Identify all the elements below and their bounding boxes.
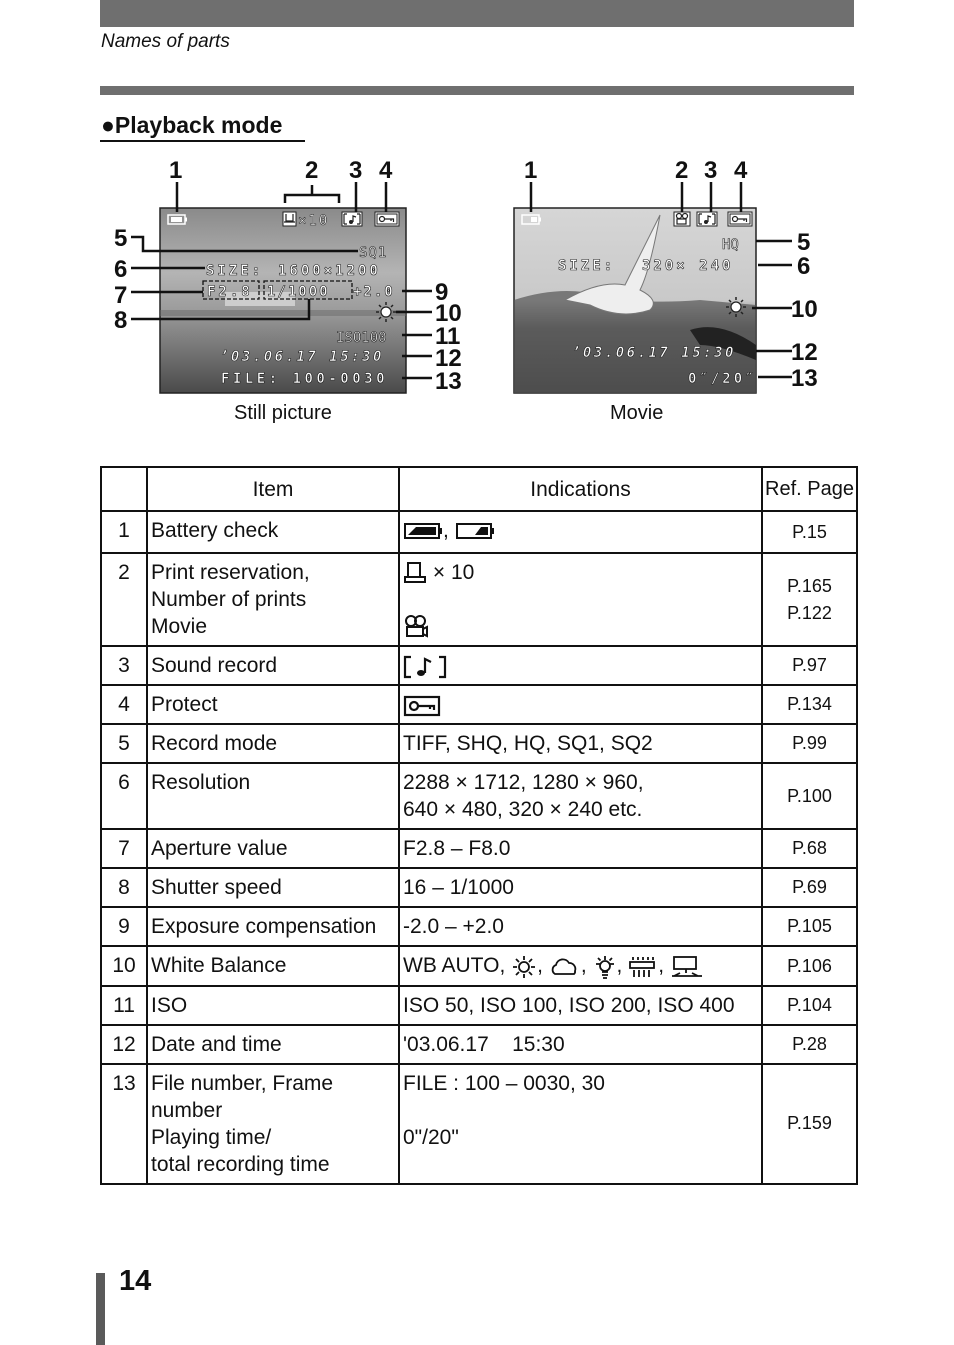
row-ref: P.68: [762, 829, 857, 868]
protect-key-icon: [403, 695, 441, 717]
playback-diagram: [0, 0, 954, 460]
row-indication: [399, 946, 762, 985]
movie-callout-4: 4: [734, 157, 748, 184]
row-ref: [762, 553, 857, 646]
sun-icon: [511, 955, 537, 979]
row-number: 8: [101, 868, 147, 907]
row-number: 1: [101, 511, 147, 553]
row-indication: ISO 50, ISO 100, ISO 200, ISO 400: [399, 986, 762, 1025]
row-indication: [399, 511, 762, 553]
still-print-icon: [283, 212, 296, 226]
still-callout-13: 13: [435, 368, 462, 395]
row-number: 13: [101, 1064, 147, 1184]
row-ref: P.100: [762, 763, 857, 829]
movie-callout-2: 2: [675, 157, 689, 184]
still-callout-5: 5: [114, 225, 128, 252]
table-row: [101, 829, 857, 868]
movie-sound-icon: [697, 212, 717, 226]
wb-separator: ,: [537, 954, 543, 978]
table-row: [101, 553, 857, 646]
row-number: 7: [101, 829, 147, 868]
print-icon: [403, 561, 427, 585]
still-callout-6: 6: [114, 256, 128, 283]
movie-datetime: ’03.06.17 15:30: [572, 345, 736, 361]
row-indication: TIFF, SHQ, HQ, SQ1, SQ2: [399, 724, 762, 763]
row-item-line: File number, Frame: [151, 1071, 334, 1095]
row-item-line: number: [151, 1098, 223, 1122]
still-file: FILE: 100-0030: [221, 371, 389, 387]
fluorescent-icon: [628, 955, 658, 979]
custom-wb-icon: [670, 955, 704, 979]
row-indication: [399, 763, 762, 829]
header-num: [101, 467, 147, 511]
row-indication-line: 0"/20": [403, 1125, 459, 1149]
table-header-row: [101, 467, 857, 511]
row-ref: P.69: [762, 868, 857, 907]
still-print-count: ×10: [298, 213, 330, 229]
movie-size-value: 320× 240: [642, 258, 734, 274]
row-number: 12: [101, 1025, 147, 1064]
row-item: White Balance: [147, 946, 399, 985]
still-datetime: ’03.06.17 15:30: [220, 349, 384, 365]
row-number: 2: [101, 553, 147, 646]
still-sea-band: [160, 310, 406, 316]
table-row: [101, 907, 857, 946]
row-item: Resolution: [147, 763, 399, 829]
still-sound-icon: [342, 212, 362, 226]
movie-sun-icon: [726, 297, 746, 317]
table-row: [101, 1064, 857, 1184]
movie-callout-12: 12: [791, 339, 818, 366]
still-callout-11: 11: [435, 323, 461, 350]
still-shutter: 1/1000: [267, 284, 330, 300]
title-text: Playback mode: [114, 112, 283, 138]
row-indication: [399, 646, 762, 685]
row-ref: P.97: [762, 646, 857, 685]
row-item: Sound record: [147, 646, 399, 685]
movie-icon: [403, 614, 429, 640]
movie-record-mode: HQ: [722, 237, 739, 253]
row-indication-line: 2288 × 1712, 1280 × 960,: [403, 771, 644, 795]
row-item: Aperture value: [147, 829, 399, 868]
still-aperture: F2.8: [207, 284, 253, 300]
table-row: [101, 1025, 857, 1064]
row-ref: P.28: [762, 1025, 857, 1064]
row-number: 5: [101, 724, 147, 763]
row-item-line: total recording time: [151, 1152, 330, 1176]
row-ref: P.106: [762, 946, 857, 985]
page-number: 14: [119, 1265, 152, 1297]
table-row: [101, 868, 857, 907]
wb-separator: ,: [658, 954, 665, 978]
row-item-line: Movie: [151, 615, 208, 638]
row-ref: P.104: [762, 986, 857, 1025]
still-caption: Still picture: [234, 402, 332, 424]
still-sun-icon: [376, 302, 396, 322]
row-ref: P.105: [762, 907, 857, 946]
row-indication: 16 – 1/1000: [399, 868, 762, 907]
still-callout-12: 12: [435, 345, 462, 372]
table-row: [101, 511, 857, 553]
row-number: 3: [101, 646, 147, 685]
cloud-icon: [549, 957, 581, 977]
header-ref-page: Ref. Page: [762, 467, 857, 511]
row-item-line: Number of prints: [151, 588, 307, 611]
page-marker-bar: [96, 1273, 105, 1345]
battery-low-icon: [455, 522, 495, 540]
still-exposure: +2.0: [353, 284, 395, 300]
table-row: [101, 646, 857, 685]
row-ref: P.99: [762, 724, 857, 763]
movie-protect-icon: [728, 212, 752, 226]
row-number: 10: [101, 946, 147, 985]
still-callout-10: 10: [435, 300, 462, 327]
still-size-label: SIZE:: [206, 263, 264, 279]
row-indication: [399, 553, 762, 646]
section-label: Names of parts: [101, 31, 230, 52]
table-row: [101, 763, 857, 829]
battery-full-icon: [403, 522, 443, 540]
still-callout-4: 4: [379, 157, 393, 184]
page-title: ●Playback mode: [101, 112, 283, 138]
still-callout-2: 2: [305, 157, 319, 184]
table-row: [101, 724, 857, 763]
row-indication: [399, 1064, 762, 1184]
wb-separator: ,: [580, 954, 587, 978]
still-callout-3: 3: [349, 157, 363, 184]
print-indication: [403, 559, 758, 586]
row-item: ISO: [147, 986, 399, 1025]
row-item-line: Playing time/: [151, 1125, 272, 1149]
bulb-icon: [593, 954, 617, 980]
still-callout-8: 8: [114, 307, 128, 334]
row-indication-line: FILE : 100 – 0030, 30: [403, 1071, 605, 1095]
still-iso: ISO100: [336, 330, 387, 346]
row-ref: P.134: [762, 685, 857, 724]
header-item: Item: [147, 467, 399, 511]
still-callout-7: 7: [114, 282, 128, 309]
row-indication: F2.8 – F8.0: [399, 829, 762, 868]
row-item: Protect: [147, 685, 399, 724]
movie-size-label: SIZE:: [558, 258, 616, 274]
indications-table: [100, 466, 858, 1185]
movie-callout-13: 13: [791, 365, 818, 392]
still-callout-1: 1: [169, 157, 183, 184]
row-ref: P.15: [762, 511, 857, 553]
wb-separator: ,: [616, 954, 623, 978]
indication-separator: ,: [443, 519, 449, 542]
still-callout-9: 9: [435, 279, 449, 306]
row-item: Exposure compensation: [147, 907, 399, 946]
movie-callout-3: 3: [704, 157, 718, 184]
print-count-text: × 10: [432, 561, 475, 584]
table-row: [101, 685, 857, 724]
row-number: 9: [101, 907, 147, 946]
movie-callout-1: 1: [524, 157, 538, 184]
movie-callout-10: 10: [791, 296, 818, 323]
still-record-mode: SQ1: [359, 245, 388, 261]
movie-caption: Movie: [610, 402, 664, 424]
header-indications: Indications: [399, 467, 762, 511]
row-number: 4: [101, 685, 147, 724]
table-row: [101, 986, 857, 1025]
movie-callout-6: 6: [797, 253, 811, 280]
table-row: [101, 946, 857, 985]
row-item: [147, 553, 399, 646]
movie-indication: [403, 613, 758, 640]
row-item: Battery check: [147, 511, 399, 553]
row-number: 6: [101, 763, 147, 829]
row-ref: P.159: [762, 1064, 857, 1184]
row-ref-line: P.165: [787, 575, 832, 596]
row-indication-line: 640 × 480, 320 × 240 etc.: [403, 798, 643, 822]
movie-callout-5: 5: [797, 229, 811, 256]
row-item-line: Print reservation,: [151, 561, 310, 584]
still-protect-icon: [375, 212, 399, 226]
row-item: Date and time: [147, 1025, 399, 1064]
wb-auto-text: WB AUTO,: [403, 954, 506, 978]
movie-camera-icon: [674, 212, 690, 226]
row-indication: [399, 685, 762, 724]
row-item: Shutter speed: [147, 868, 399, 907]
row-ref-line: P.122: [787, 602, 832, 623]
movie-time: 0″/20″: [688, 371, 757, 387]
still-size-value: 1600×1200: [278, 263, 381, 279]
row-indication: -2.0 – +2.0: [399, 907, 762, 946]
row-indication: '03.06.17 15:30: [399, 1025, 762, 1064]
sound-icon: [403, 655, 447, 679]
row-item: Record mode: [147, 724, 399, 763]
row-item: [147, 1064, 399, 1184]
row-number: 11: [101, 986, 147, 1025]
